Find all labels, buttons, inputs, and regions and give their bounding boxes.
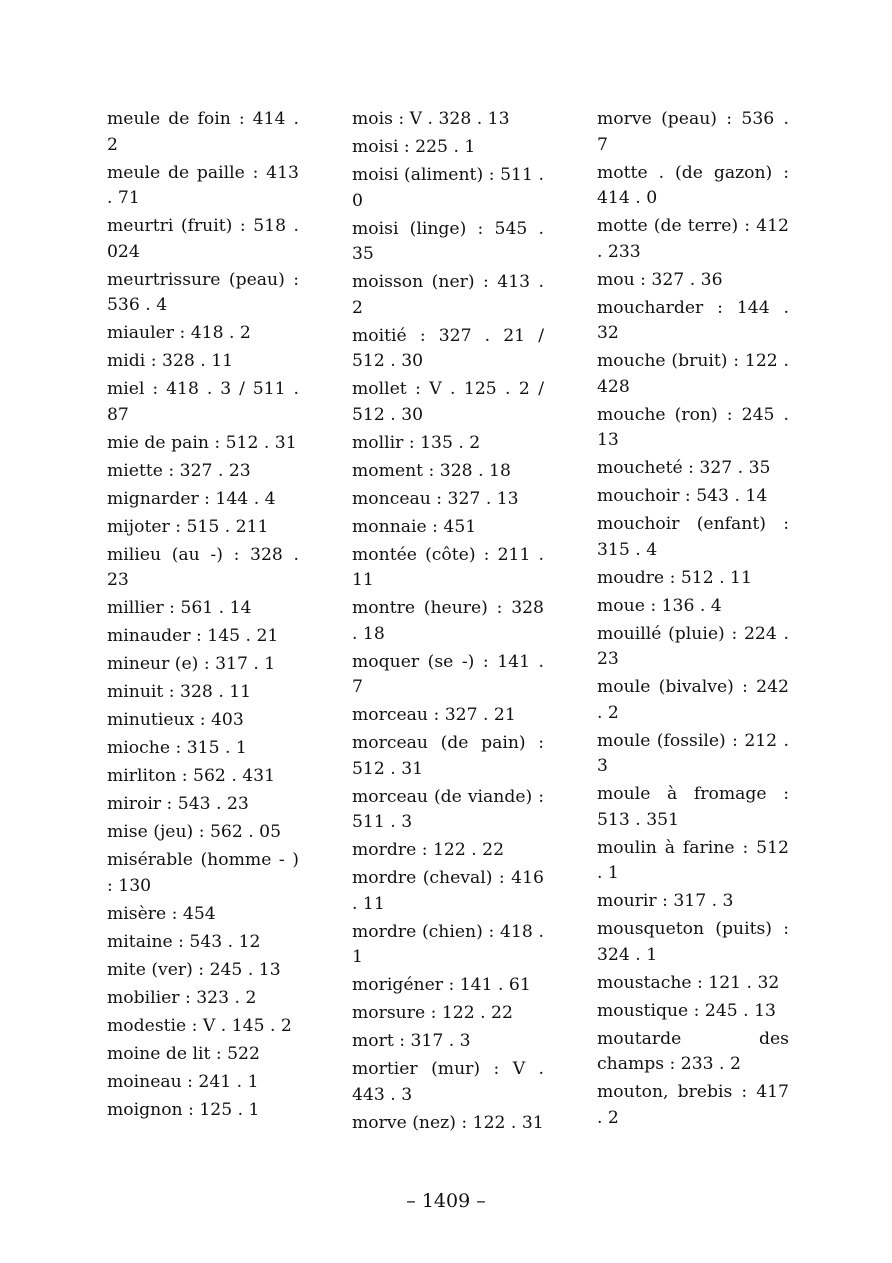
index-entry: miroir : 543 . 23	[107, 794, 249, 814]
page-number: – 1409 –	[406, 1190, 486, 1212]
index-entry: mineur (e) : 317 . 1	[107, 654, 276, 674]
index-entry: modestie : V . 145 . 2	[107, 1015, 292, 1036]
index-entry: moitié : 327 . 21 / 512 . 30	[352, 325, 544, 371]
index-entry: mois : V . 328 . 13	[352, 109, 510, 129]
index-entry: morve (peau) : 536 . 7	[597, 109, 789, 155]
index-entry: miel : 418 . 3 / 511 . 87	[107, 379, 299, 425]
index-entry: mise (jeu) : 562 . 05	[107, 822, 282, 842]
index-entry: moment : 328 . 18	[352, 460, 511, 481]
index-column-3	[597, 107, 789, 1139]
index-entry: miauler : 418 . 2	[107, 323, 251, 343]
index-entry: moquer (se -) : 141 . 7	[352, 651, 544, 697]
index-entry: monnaie : 451	[352, 516, 477, 537]
index-entry: mou : 327 . 36	[597, 269, 723, 290]
index-entry: moulin à farine : 512 . 1	[597, 837, 789, 883]
index-entry: mollet : V . 125 . 2 / 512 . 30	[352, 379, 544, 425]
index-entry: mordre : 122 . 22	[352, 840, 505, 860]
index-entry: montre (heure) : 328 . 18	[352, 598, 544, 644]
index-entry: miette : 327 . 23	[107, 460, 251, 481]
index-entry: mioche : 315 . 1	[107, 738, 247, 758]
index-entry: misérable (homme - ) : 130	[107, 850, 299, 896]
index-entry: moisson (ner) : 413 . 2	[352, 272, 544, 318]
index-entry: moue : 136 . 4	[597, 595, 722, 616]
index-entry: misère : 454	[107, 903, 216, 924]
index-entry: mordre (cheval) : 416 . 11	[352, 868, 544, 914]
index-entry: meurtrissure (peau) : 536 . 4	[107, 269, 299, 315]
index-entry: mouchoir : 543 . 14	[597, 486, 768, 506]
index-entry: milieu (au -) : 328 . 23	[107, 544, 299, 590]
index-entry: moutarde des champs : 233 . 2	[597, 1028, 789, 1074]
index-entry: mousqueton (puits) : 324 . 1	[597, 919, 789, 965]
index-entry: mijoter : 515 . 211	[107, 516, 269, 537]
index-entry: montée (côte) : 211 . 11	[352, 544, 544, 590]
index-entry: midi : 328 . 11	[107, 351, 234, 371]
index-entry: mouche (bruit) : 122 . 428	[597, 351, 789, 397]
index-entry: moule à fromage : 513 . 351	[597, 784, 789, 830]
index-entry: mordre (chien) : 418 . 1	[352, 921, 544, 967]
index-entry: moignon : 125 . 1	[107, 1099, 260, 1120]
index-entry: moule (fossile) : 212 . 3	[597, 730, 789, 776]
index-entry: mobilier : 323 . 2	[107, 987, 257, 1008]
index-entry: moustache : 121 . 32	[597, 972, 780, 993]
index-entry: moule (bivalve) : 242 . 2	[597, 677, 789, 723]
index-columns	[107, 107, 789, 1139]
index-entry: meule de paille : 413 . 71	[107, 162, 299, 208]
index-entry: moineau : 241 . 1	[107, 1071, 259, 1092]
index-entry: minutieux : 403	[107, 710, 244, 730]
index-entry: monceau : 327 . 13	[352, 488, 519, 509]
index-entry: moisi (linge) : 545 . 35	[352, 218, 544, 264]
index-column-1	[107, 107, 299, 1139]
index-entry: mouton, brebis : 417 . 2	[597, 1082, 789, 1128]
index-entry: mirliton : 562 . 431	[107, 766, 276, 786]
index-entry: morsure : 122 . 22	[352, 1003, 513, 1023]
index-entry: millier : 561 . 14	[107, 598, 252, 618]
index-entry: morigéner : 141 . 61	[352, 975, 531, 995]
index-entry: mortier (mur) : V . 443 . 3	[352, 1059, 544, 1105]
index-entry: minauder : 145 . 21	[107, 626, 279, 646]
index-entry: mitaine : 543 . 12	[107, 931, 261, 952]
index-entry: morceau (de pain) : 512 . 31	[352, 733, 544, 779]
index-entry: morceau (de viande) : 511 . 3	[352, 786, 544, 832]
index-entry: moine de lit : 522	[107, 1043, 260, 1064]
index-entry: morceau : 327 . 21	[352, 705, 516, 725]
index-column-2	[352, 107, 544, 1139]
index-entry: meurtri (fruit) : 518 . 024	[107, 216, 299, 262]
index-entry: moisi (aliment) : 511 . 0	[352, 165, 544, 211]
index-entry: motte (de terre) : 412 . 233	[597, 216, 789, 262]
index-entry: meule de foin : 414 . 2	[107, 109, 299, 155]
index-entry: mignarder : 144 . 4	[107, 488, 276, 509]
index-entry: mort : 317 . 3	[352, 1031, 471, 1051]
index-entry: mie de pain : 512 . 31	[107, 432, 297, 453]
index-entry: moucheté : 327 . 35	[597, 458, 771, 478]
index-entry: mouchoir (enfant) : 315 . 4	[597, 514, 789, 560]
index-entry: moucharder : 144 . 32	[597, 297, 789, 343]
index-entry: moustique : 245 . 13	[597, 1000, 776, 1021]
index-entry: moisi : 225 . 1	[352, 137, 476, 157]
index-entry: mouche (ron) : 245 . 13	[597, 404, 789, 450]
index-entry: mourir : 317 . 3	[597, 891, 734, 911]
index-entry: motte . (de gazon) : 414 . 0	[597, 162, 789, 208]
index-entry: mollir : 135 . 2	[352, 432, 481, 453]
index-entry: mite (ver) : 245 . 13	[107, 959, 281, 980]
index-entry: morve (nez) : 122 . 31	[352, 1112, 544, 1133]
index-entry: minuit : 328 . 11	[107, 682, 252, 702]
index-entry: moudre : 512 . 11	[597, 567, 752, 588]
index-entry: mouillé (pluie) : 224 . 23	[597, 623, 789, 669]
